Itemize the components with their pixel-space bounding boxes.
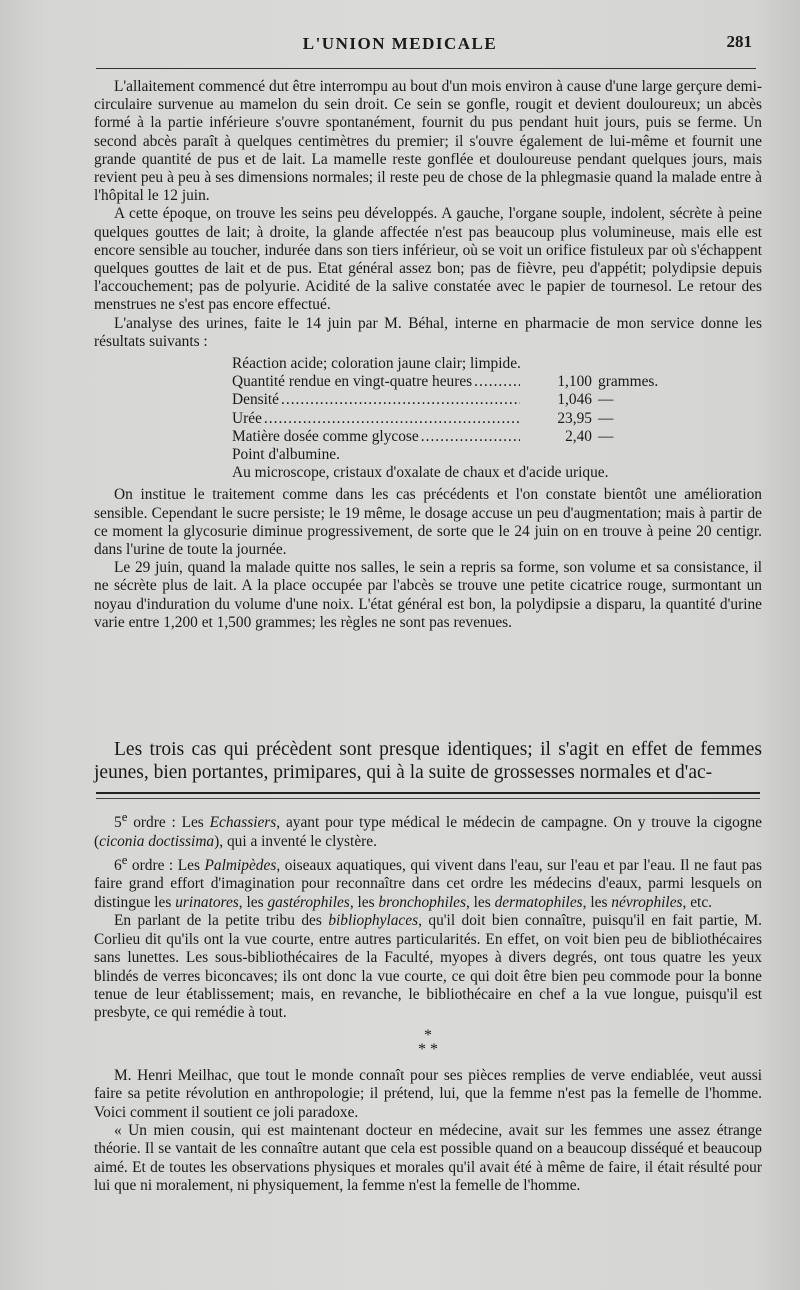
italic-term: urinatores [175, 893, 239, 911]
leader-dots [419, 428, 520, 446]
result-value: 23,95 [557, 409, 592, 427]
result-label: Urée [232, 409, 262, 427]
italic-term: Echassiers [209, 814, 277, 832]
text-run: ordre : Les [127, 857, 205, 875]
paragraph: Le 29 juin, quand la malade quitte nos salles, le sein a repris sa forme, son volume et sa consistance, il ne sécrète plus de lait. A la place occupée par l'abcès se trouve une petite cicatrice rouge, surmontant un noyau d'induration du volume d'une noix. L'état général est bon, la polydipsie a disparu, la quantité d'urine varie entre 1,200 et 1,500 grammes; les règles ne sont pas revenues. [94, 559, 762, 631]
paragraph: A cette époque, on trouve les seins peu développés. A gauche, l'organe souple, indolent, sécrète à peine quelques gouttes de lait; à droite, la glande affectée n'est pas beaucoup plus volumineuse, mais elle est encore sensible au toucher, indurée dans son tiers inférieur, où se voit un orifice fistuleux par où s'échappent quelques gouttes de lait et de pus. Etat général assez bon; pas de fièvre, peu d'appétit; polydipsie depuis l'accouchement; pas de polyurie. Acidité de la salive constatée avec le papier de tournesol. Le retour des menstrues ne s'est pas encore effectué. [94, 205, 762, 314]
text-run: , les [238, 893, 268, 911]
urine-analysis-results [232, 355, 684, 482]
italic-term: gastérophiles [267, 893, 350, 911]
asterism-bottom: * * [418, 1040, 438, 1058]
result-row [232, 373, 684, 391]
text-run: , etc. [682, 893, 713, 911]
result-line: Au microscope, cristaux d'oxalate de chaux et d'acide urique. [232, 464, 609, 482]
result-line: Réaction acide; coloration jaune clair; limpide. [232, 355, 521, 373]
result-label: Quantité rendue en vingt-quatre heures [232, 373, 473, 391]
running-title: L'UNION MEDICALE [302, 34, 498, 53]
superscript: e [121, 852, 128, 867]
asterism-top: * [424, 1026, 432, 1044]
text-run: 5 [114, 814, 122, 832]
result-unit: — [598, 427, 614, 445]
leader-dots [279, 391, 520, 409]
leader-dots [262, 410, 520, 428]
result-value: 1,046 [557, 391, 592, 409]
text-run: , les [582, 893, 612, 911]
italic-term: dermatophiles [494, 893, 583, 911]
result-unit: — [598, 409, 614, 427]
text-run: , les [349, 893, 379, 911]
page-number: 281 [726, 32, 752, 51]
result-label: Densité [232, 391, 280, 409]
superscript: e [121, 810, 128, 824]
page-header [0, 30, 800, 60]
result-value: 2,40 [565, 427, 592, 445]
paragraph: On institue le traitement comme dans les cas précédents et l'on constate bientôt une amélioration sensible. Cependant le sucre persiste; le 19 même, le dosage accuse un peu d'augmentation; mais à partir de ce moment la glycosurie diminue progressivement, de sorte que le 24 juin on en trouve à peine 20 centigr. dans l'urine de toute la journée. [94, 486, 762, 559]
text-run: , oiseaux aquatiques, qui vivent dans l'eau, sur l'eau et par l'eau. Il ne faut pas faire grand effort d'imagination pour reconnaître dans cet ordre les médecins d'eaux, parmi lesquels on distingue les [94, 857, 762, 911]
asterism [94, 1026, 762, 1058]
main-article [94, 78, 762, 632]
text-run: 6 [114, 857, 122, 875]
result-unit: — [598, 391, 614, 409]
large-paragraph: Les trois cas qui précèdent sont presque identiques; il s'agit en effet de femmes jeunes, bien portantes, primipares, qui à la suite de grossesses normales et d'ac- [94, 739, 762, 783]
result-line: Point d'albumine. [232, 446, 340, 464]
text-run: , ayant pour type médical le médecin de campagne. On y trouve la cigogne ( [94, 814, 762, 850]
paragraph [94, 912, 762, 1022]
main-article-continuation [94, 738, 762, 784]
result-unit: grammes. [598, 373, 659, 391]
text-run: ), qui a inventé le clystère. [214, 832, 377, 850]
text-run: ordre : Les [127, 814, 210, 832]
leader-dots [472, 373, 520, 391]
paragraph: M. Henri Meilhac, que tout le monde connaît pour ses pièces remplies de verve endiablée, veut aussi faire sa petite révolution en anthropologie; il prétend, lui, que la femme n'est pas la femelle de l'homme. Voici comment il soutient ce joli paradoxe. [94, 1066, 762, 1121]
result-value: 1,100 [557, 373, 592, 391]
text-run: En parlant de la petite tribu des [114, 912, 329, 930]
paragraph [94, 851, 762, 912]
italic-term: bronchophiles [378, 893, 466, 911]
italic-term: névrophiles [611, 893, 683, 911]
italic-term: ciconia doctissima [99, 832, 215, 850]
feuilleton-column [94, 808, 762, 1196]
result-label: Matière dosée comme glycose [232, 427, 419, 445]
text-run: , les [465, 893, 495, 911]
paragraph: « Un mien cousin, qui est maintenant docteur en médecine, avait sur les femmes une assez étrange théorie. Il se vantait de les connaître autant que cela est possible quand on a beaucoup disséqué et beaucoup aimé. Et de toutes les observations physiques et morales qu'il avait été à même de faire, il était résulté pour lui que ni moralement, ni physiquement, la femme n'est la femelle de l'homme. [94, 1121, 762, 1195]
result-row [232, 410, 684, 428]
feuilleton-separator [96, 792, 760, 799]
header-rule [96, 68, 756, 69]
result-row [232, 428, 684, 446]
paragraph: L'analyse des urines, faite le 14 juin par M. Béhal, interne en pharmacie de mon service donne les résultats suivants : [94, 314, 762, 350]
paragraph: L'allaitement commencé dut être interrompu au bout d'un mois environ à cause d'une large gerçure demi-circulaire survenue au mamelon du sein droit. Ce sein se gonfle, rougit et devient douloureux; un abcès formé à la partie inférieure s'ouvre spontanément, fournit du pus pendant huit jours, puis se ferme. Un second abcès paraît à quelques centimètres du premier; il s'ouvre également de lui-même et fournit une grande quantité de pus et de lait. La mamelle reste gonflée et douloureuse pendant quelques jours, mais revient peu à peu à ses dimensions normales; il reste peu de chose de la phlegmasie quand la malade entre à l'hôpital le 12 juin. [94, 78, 762, 205]
italic-term: bibliophylaces [328, 912, 419, 930]
italic-term: Palmipèdes [204, 857, 277, 875]
text-run: , qu'il doit bien connaître, puisqu'il en fait partie, M. Corlieu dit qu'ils ont la vue courte, entre autres particularités. En effet, on voit bien peu de bibliothécaires sans lunettes. Les sous-bibliothécaires de la Faculté, myopes à divers degrés, ont tous quatre les yeux blindés de verres biconcaves; ils ont donc la vue courte, ce qui doit être bien peu commode pour la bonne tenue de leur établissement; mais, en revanche, le bibliothécaire en chef a la vue longue, puisqu'il est presbyte, ce qui remédie à tout. [94, 912, 762, 1022]
paragraph [94, 808, 762, 851]
result-row [232, 391, 684, 409]
